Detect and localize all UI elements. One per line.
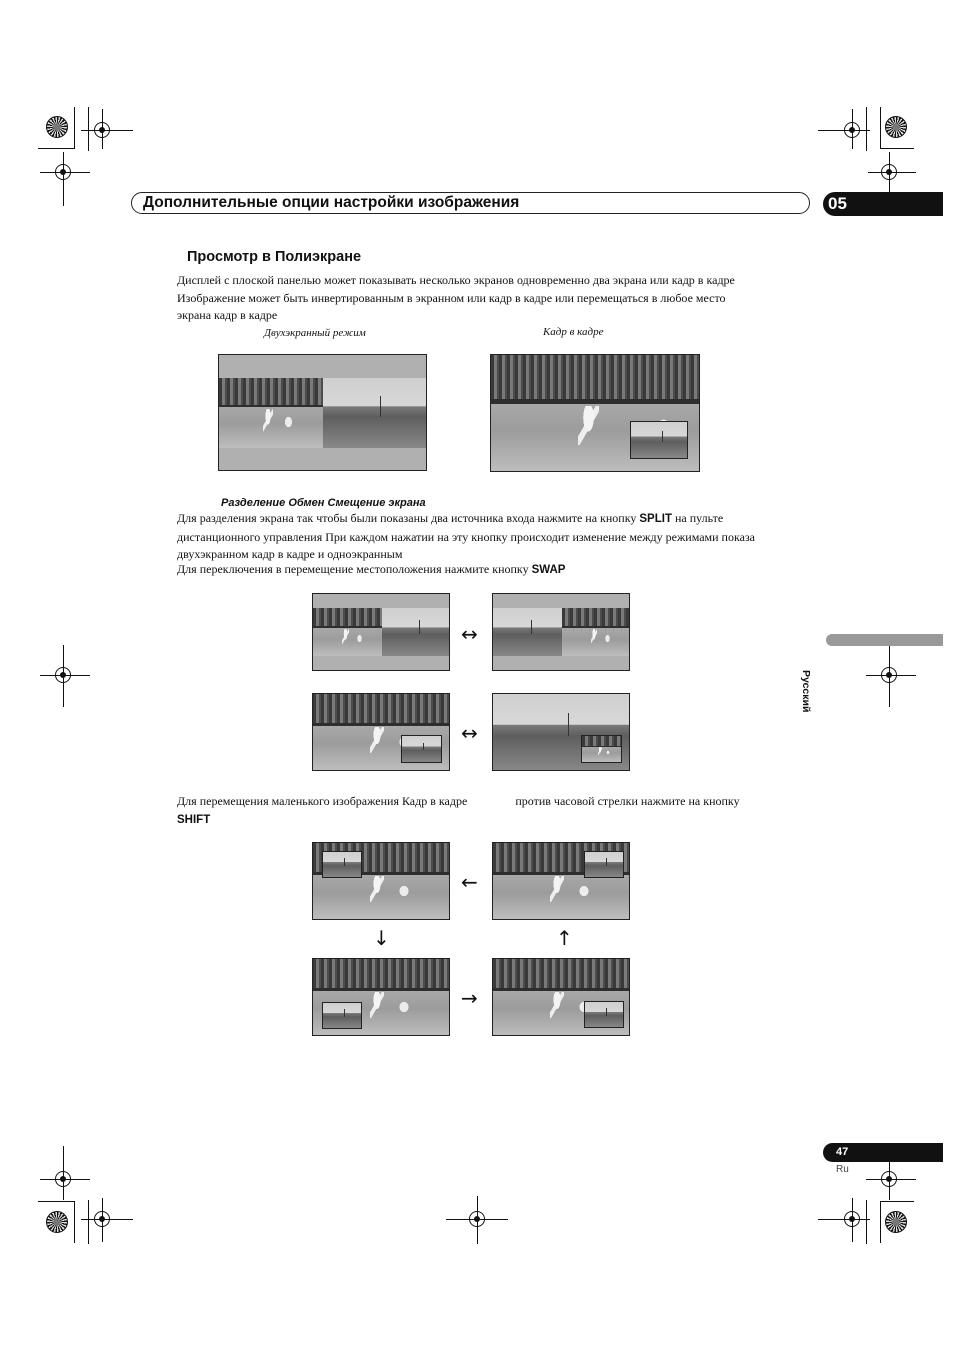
section-heading: Просмотр в Полиэкране (187, 249, 362, 265)
intro-paragraph (177, 272, 735, 325)
split-mode-screen (218, 354, 427, 471)
intro-line: Дисплей с плоской панелью может показывать несколько экранов одновременно два экрана или кадр в кадре (177, 273, 735, 287)
pip-mode-screen (490, 354, 700, 472)
swap-split-before (312, 593, 450, 671)
swap-pip-after (492, 693, 630, 771)
color-target-icon (46, 116, 68, 138)
swap-button-label: SWAP (531, 564, 566, 576)
language-code: Ru (836, 1164, 849, 1175)
shift-position-bottom-left (312, 958, 450, 1036)
color-target-icon (46, 1211, 68, 1233)
intro-line: экрана кадр в кадре (177, 308, 278, 322)
shift-position-top-left (312, 842, 450, 920)
split-button-label: SPLIT (639, 513, 672, 525)
swap-arrow-icon: ↔ (461, 721, 478, 745)
left-arrow-icon: ← (461, 870, 478, 894)
chapter-number-badge: 05 (823, 192, 943, 216)
swap-arrow-icon: ↔ (461, 622, 478, 646)
chapter-title: Дополнительные опции настройки изображения (143, 194, 520, 211)
right-arrow-icon: → (461, 986, 478, 1010)
shift-button-label: SHIFT (177, 813, 211, 826)
split-paragraph: Для разделения экрана так чтобы были показаны два источника входа нажмите на кнопку SPLIT на пульте дистанционного управления При каждом нажатии на эту кнопку происходит изменение между режимами показа двухэкранном кадр в кадре и одноэкранным (177, 511, 756, 561)
page-number-badge: 47 (823, 1143, 943, 1162)
pip-inset-picture (630, 421, 688, 459)
shift-position-top-right (492, 842, 630, 920)
down-arrow-icon: ↓ (373, 926, 390, 950)
swap-pip-before (312, 693, 450, 771)
shift-position-bottom-right (492, 958, 630, 1036)
shift-paragraph: Для перемещения маленького изображения Кадр в кадре против часовой стрелки нажмите на кнопку SHIFT (177, 794, 740, 826)
color-target-icon (885, 116, 907, 138)
swap-paragraph: Для переключения в перемещение местоположения нажмите кнопку SWAP (177, 562, 566, 576)
seascape-picture (323, 378, 427, 448)
baseball-picture (219, 378, 323, 448)
pip-mode-caption: Кадр в кадре (543, 326, 604, 338)
intro-line: Изображение может быть инвертированным в экранном или кадр в кадре или перемещаться в любое место (177, 290, 726, 305)
color-target-icon (885, 1211, 907, 1233)
language-tab-label: Русский (800, 670, 812, 713)
subsection-heading: Разделение Обмен Смещение экрана (221, 497, 426, 509)
language-tab-bar (826, 634, 943, 646)
up-arrow-icon: ↑ (556, 926, 573, 950)
swap-split-after (492, 593, 630, 671)
split-mode-caption: Двухэкранный режим (264, 327, 366, 339)
